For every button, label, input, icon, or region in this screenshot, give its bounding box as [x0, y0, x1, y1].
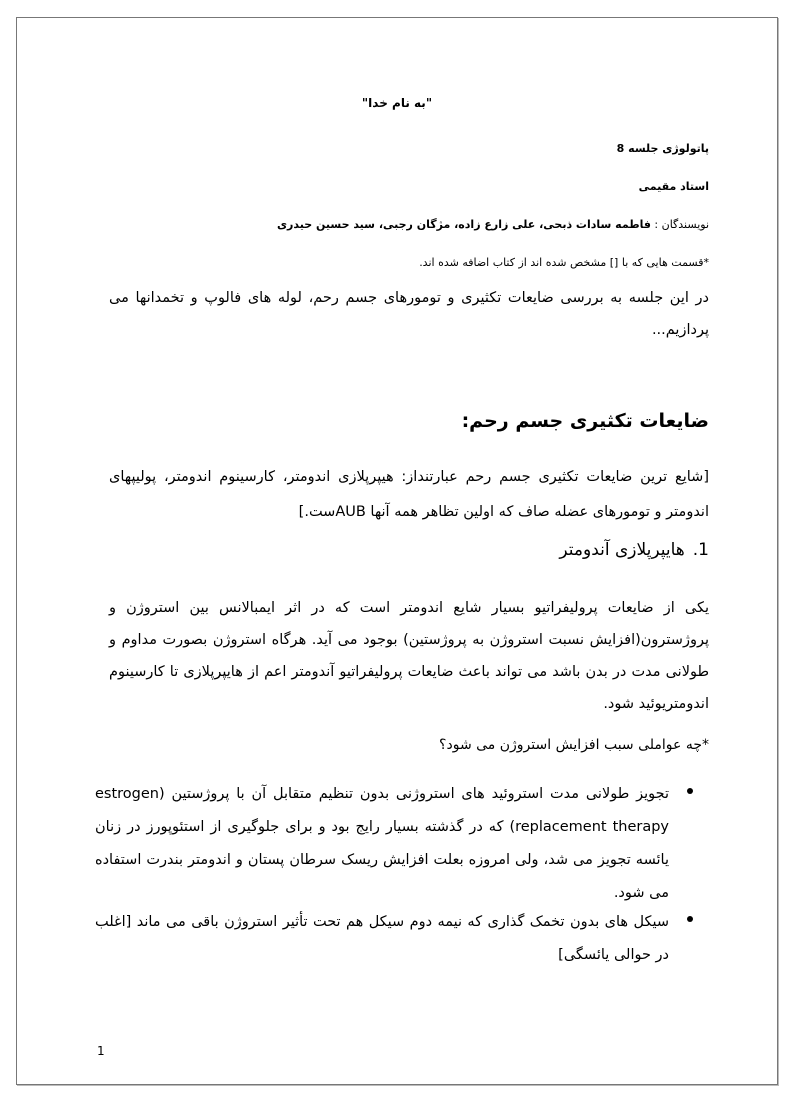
subsection-heading	[559, 540, 709, 560]
question-text: *چه عواملی سبب افزایش استروژن می شود؟	[439, 737, 709, 753]
subsection-number: 1.	[692, 540, 709, 560]
document-page	[16, 17, 778, 1085]
intro-paragraph: در این جلسه به بررسی ضایعات تکثیری و تومورهای جسم رحم، لوله های فالوپ و تخمدانها می پردازیم...	[109, 290, 709, 338]
note-text: *قسمت هایی که با [] مشخص شده اند از کتاب اضافه شده اند.	[419, 256, 709, 269]
list-item	[95, 778, 695, 910]
page-number: 1	[97, 1044, 105, 1058]
bullet-dot-icon	[687, 916, 693, 922]
hyperplasia-paragraph: یکی از ضایعات پرولیفراتیو بسیار شایع اندومتر است که در اثر ایمبالانس بین استروژن و پروژسترون(افزایش نسبت استروژن به پروژستین) بوجود می آید. هرگاه استروژن بصورت مداوم و طولانی مدت در بدن باشد می تواند باعث ضایعات پرولیفراتیو آندومتر اعم از هایپرپلازی تا کارسینوم اندومتریوئید شود.	[109, 600, 709, 712]
subsection-title: هایپرپلازی آندومتر	[559, 540, 685, 560]
bullet-dot-icon	[687, 788, 693, 794]
teacher-name: استاد مقیمی	[638, 180, 709, 193]
authors-label: نویسندگان :	[650, 218, 709, 231]
session-label: پاتولوژی جلسه 8	[616, 142, 709, 155]
section-heading: ضایعات تکثیری جسم رحم:	[461, 410, 709, 432]
list-item-text: سیکل های بدون تخمک گذاری که نیمه دوم سیکل هم تحت تأثیر استروژن باقی می ماند [اغلب در حوالی یائسگی]	[95, 914, 669, 963]
list-item	[95, 906, 695, 972]
authors-names: فاطمه سادات ذبحی، علی زارع زاده، مژگان رجبی، سید حسین حیدری	[276, 218, 651, 231]
authors-line	[277, 218, 709, 231]
page-title: "به نام خدا"	[361, 96, 433, 110]
section-paragraph: [شایع ترین ضایعات تکثیری جسم رحم عبارتنداز: هیپرپلازی اندومتر، کارسینوم اندومتر، پولیپهای اندومتر و تومورهای عضله صاف که اولین تظاهر همه آنها AUBست.]	[109, 469, 709, 520]
list-item-text: تجویز طولانی مدت استروئید های استروژنی بدون تنظیم متقابل آن با پروژستین (estrogen replacement therapy) که در گذشته بسیار رایج بود و برای جلوگیری از استئوپورز در زنان یائسه تجویز می شد، ولی امروزه بعلت افزایش ریسک سرطان پستان و اندومتر بندرت استفاده می شود.	[95, 786, 669, 901]
